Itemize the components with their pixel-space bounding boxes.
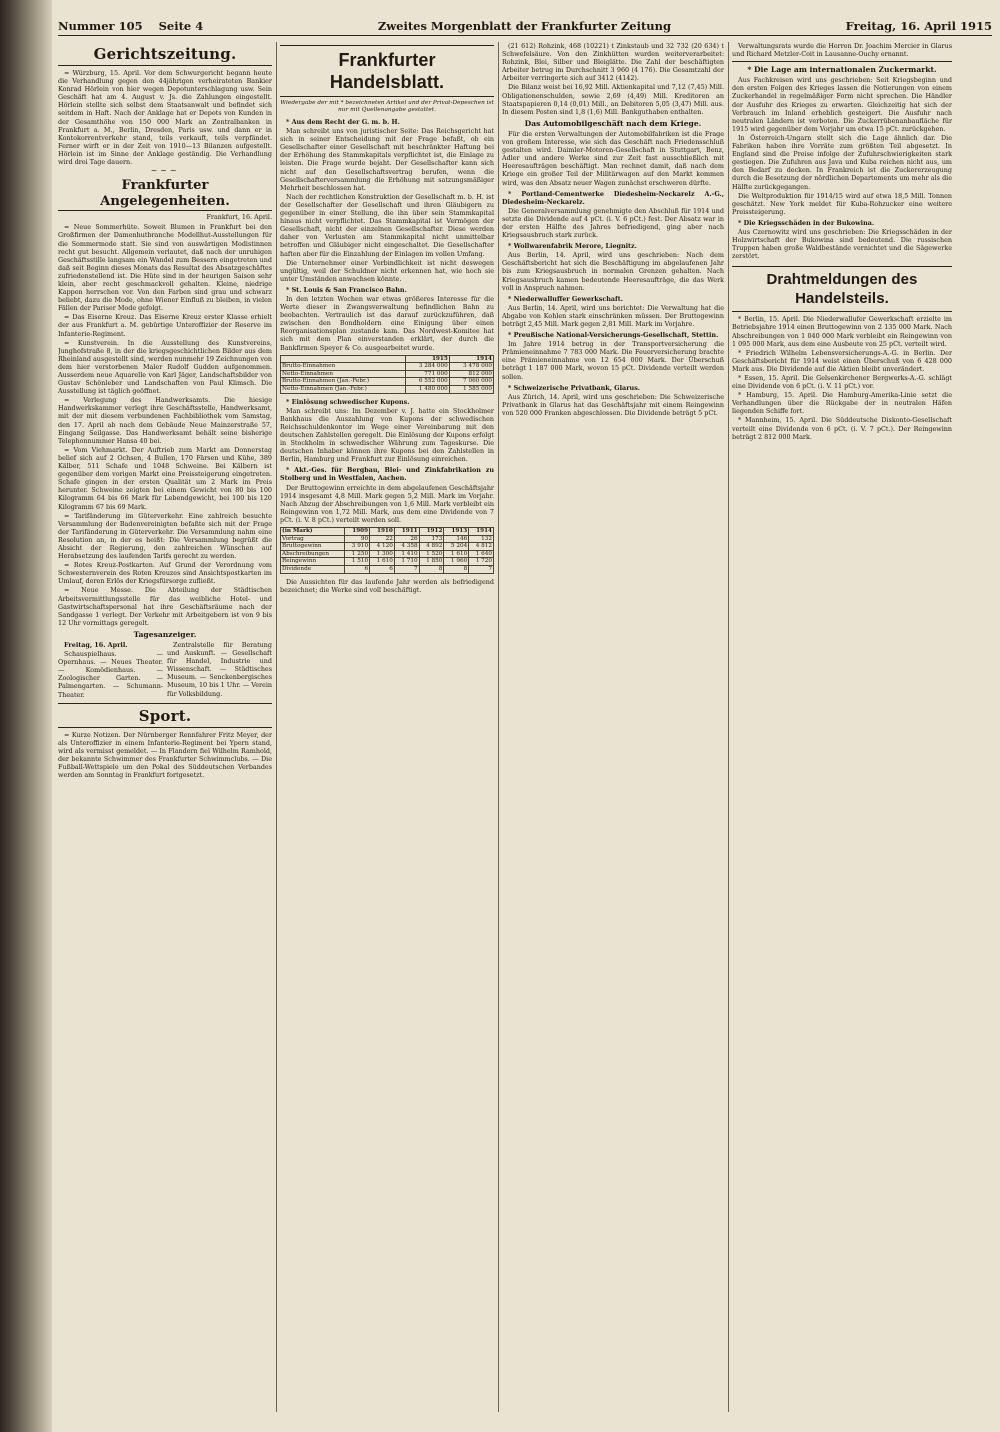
table-header-cell: 1910 xyxy=(370,528,395,536)
table-cell: 6 552 000 xyxy=(405,378,449,386)
table-row xyxy=(281,363,494,371)
table-cell: 3 478 000 xyxy=(449,363,493,371)
horizontal-rule xyxy=(58,703,272,704)
table-cell: Bruttogewinn xyxy=(281,543,345,551)
article-headline: * St. Louis & San Francisco Bahn. xyxy=(286,285,407,294)
table-cell: 146 xyxy=(444,535,469,543)
table-cell: Netto-Einnahmen xyxy=(281,370,406,378)
article-paragraph: Aus Czernowitz wird uns geschrieben: Die Kriegsschäden in der Holzwirtschaft der Bukowina sind bedeutend. Die russischen Truppen haben große Waldbestände vernichtet und die Sägewerke zerstört. xyxy=(732,227,952,261)
table-cell: 1 510 xyxy=(345,558,370,566)
table-cell: 1 640 xyxy=(469,550,494,558)
tagesanzeiger-left xyxy=(58,641,163,700)
table-cell: 5 204 xyxy=(444,543,469,551)
article-paragraph: In den letzten Wochen war etwas größeres Interesse für die Werte dieser in Zwangsverwaltung befindlichen Bahn zu beobachten. Vertraulich ist das darauf zurückzuführen, daß zwischen den Bondholdern eine Einigung über einen Reorganisationsplan zustande kam. Das Nordwest-Komitee hat sich mit dem Plan einverstanden erklärt, der durch die Bankfirmen Speyer & Co. ausgearbeitet wurde. xyxy=(280,294,494,352)
table-row xyxy=(281,550,494,558)
issue-date: Freitag, 16. April 1915 xyxy=(845,19,992,33)
table-cell: Reingewinn xyxy=(281,558,345,566)
article-headline: * Die Kriegsschäden in der Bukowina. xyxy=(738,218,875,227)
article-paragraph: Die Unternehmer einer Verbindlichkeit ist nicht deswegen ungültig, weil der Schuldner nicht erkennen hat, wie hoch sie unter Umständen anwachsen könnte. xyxy=(280,258,494,283)
section-gerichtszeitung-body xyxy=(58,69,272,166)
article-paragraph: In Österreich-Ungarn stellt sich die Lage ähnlich dar. Die Fabriken haben ihre Vorräte zum größten Teil abgesetzt. In England sind die Preise infolge der Zufuhrschwierigkeiten stark gestiegen. Die Zufuhren aus Java und Kuba reichen nicht aus, um den Bedarf zu decken. In Frankreich ist die Zuckererzeugung durch die Besetzung der nördlichen Departements um mehr als die Hälfte zurückgegangen. xyxy=(732,133,952,191)
article-paragraph: Aus Fachkreisen wird uns geschrieben: Seit Kriegsbeginn und den ersten Folgen des Krieges lassen die Notierungen von einem Zuckerhandel in regelmäßiger Form nicht sprechen. Die Händler der Ausfuhr des Krieges zu erwarten. Gleichzeitig hat sich der Verbrauch im Inland erheblich gesteigert. Die Ausfuhr nach neutralen Ländern ist verboten. Die Zuckerrübenanbaufläche für 1915 wird gegenüber dem Vorjahr um etwa 15 pCt. zurückgehen. xyxy=(732,76,952,133)
table-cell: 1 300 xyxy=(370,550,395,558)
table-cell: 1 250 xyxy=(345,550,370,558)
table-cell: 1 610 xyxy=(370,558,395,566)
table-row xyxy=(281,386,494,394)
table-header-cell: 1909 xyxy=(345,528,370,536)
table-row xyxy=(281,370,494,378)
table-cell: 1 585 000 xyxy=(449,386,493,394)
table-header-row xyxy=(281,355,494,363)
table-header-row xyxy=(281,528,494,536)
issue-number: Nummer 105 xyxy=(58,19,143,33)
table-cell: 4 120 xyxy=(370,543,395,551)
tagesanzeiger-right xyxy=(167,641,272,700)
table-header-cell: 1913 xyxy=(444,528,469,536)
earnings-table xyxy=(280,355,494,394)
table-cell: 132 xyxy=(469,535,494,543)
article-headline: * Akt.-Ges. für Bergbau, Blei- und Zinkfabrikation zu Stolberg und in Westfalen, Aachen. xyxy=(280,466,494,483)
table-header-cell: (in Mark) xyxy=(281,528,345,536)
telegram-paragraph: * Friedrich Wilhelm Lebensversicherungs-A.-G. in Berlin. Der Geschäftsbericht für 1914 weist einen Überschuß von 6 428 000 Mark aus. Die Dividende auf die Aktien bleibt unverändert. xyxy=(732,348,952,373)
table-cell: 771 000 xyxy=(405,370,449,378)
table-cell: 1 410 xyxy=(394,550,419,558)
table-cell: 7 xyxy=(469,565,494,573)
article-headline: Das Automobilgeschäft nach dem Kriege. xyxy=(524,118,702,128)
table-cell: Netto-Einnahmen (Jan.-Febr.) xyxy=(281,386,406,394)
table-cell: 3 910 xyxy=(345,543,370,551)
balance-table xyxy=(280,527,494,574)
section-title-handelsblatt: Frankfurter Handelsblatt. xyxy=(280,45,494,97)
article-paragraph: Aus Zürich, 14. April, wird uns geschrieben: Die Schweizerische Privatbank in Glarus hat das Geschäftsjahr mit einem Reingewinn von 520 000 Franken abgeschlossen. Die Dividende beträgt 5 pCt. xyxy=(502,392,724,417)
table-cell: Dividende xyxy=(281,565,345,573)
article-paragraph: Nach der rechtlichen Konstruktion der Gesellschaft m. b. H. ist der Gesellschafter der Gesellschaft und ihren Gläubigern zu gegenüber in einer Stellung, die ihn über sein Stammkapital hinaus nicht verpflichtet. Das Stammkapital ist Vermögen der Gesellschaft, nicht der einzelnen Gesellschafter. Diese werden daher von Verlusten am Stammkapital nicht unmittelbar betroffen und Gläubiger nicht eingeschaltet. Die Gesellschafter haften aber für die Einzahlung der Einlagen im vollen Umfang. xyxy=(280,192,494,258)
article-paragraph: = Das Eiserne Kreuz. Das Eiserne Kreuz erster Klasse erhielt der aus Frankfurt a. M. gebürtige Unteroffizier der Reserve im Infanterie-Regiment. xyxy=(58,313,272,338)
telegram-paragraph: * Berlin, 15. April. Die Niederwallufer Gewerkschaft erzielte im Betriebsjahre 1914 einen Bruttogewinn von 2 135 000 Mark. Nach Abschreibungen von 1 040 000 Mark verbleibt ein Reingewinn von 1 095 000 Mark, aus dem eine Ausbeute von 25 pCt. verteilt wird. xyxy=(732,315,952,348)
page-header xyxy=(58,18,992,36)
edition-title: Zweites Morgenblatt der Frankfurter Zeitung xyxy=(377,19,672,33)
table-cell: 26 xyxy=(394,535,419,543)
table-cell: 1 710 xyxy=(394,558,419,566)
table-header-cell: 1912 xyxy=(419,528,444,536)
table-row xyxy=(281,558,494,566)
article-paragraph: Aus Berlin, 14. April, wird uns berichtet: Die Verwaltung hat die Abgabe von Kohlen stark einschränken müssen. Der Bruttogewinn beträgt 2,45 Mill. Mark gegen 2,81 Mill. Mark im Vorjahre. xyxy=(502,303,724,328)
column-2 xyxy=(280,42,494,1422)
article-paragraph: Verwaltungsrats wurde die Herren Dr. Joachim Mercier in Glarus und Richard Metzler-Coit in Lausanne-Ouchy ernannt. xyxy=(732,42,952,59)
column-rule xyxy=(276,42,277,1412)
section-title-frankfurter-angelegenheiten: Frankfurter Angelegenheiten. xyxy=(58,178,272,211)
ornament-divider: ~~~ xyxy=(150,166,180,176)
table-cell: 7 xyxy=(394,565,419,573)
section-title-drahtmeldungen: Drahtmeldungen des Handelsteils. xyxy=(732,266,952,312)
tagesanzeiger-box xyxy=(58,641,272,700)
table-cell: 8 xyxy=(444,565,469,573)
column-3 xyxy=(502,42,724,1422)
table-cell: 1 960 xyxy=(444,558,469,566)
table-row xyxy=(281,543,494,551)
table-cell: Brutto-Einnahmen (Jan.-Febr.) xyxy=(281,378,406,386)
table-cell: Vortrag xyxy=(281,535,345,543)
article-paragraph: = Würzburg, 15. April. Vor dem Schwurgericht begann heute die Verhandlung gegen den 44jährigen verheirateten Bankier Konrad Hörlein von hier wegen Depotunterschlagung usw. Sein Geschäft hat am 4. August v. Js. die Zahlungen eingestellt. Hörlein stellte sich selbst dem Staatsanwalt und befindet sich seitdem in Haft. Nach der Anklage hat er Depots von Kunden in der Gesamthöhe von 150 000 Mark an Zentralbanken in Frankfurt a. M., Berlin, Dresden, Paris usw. und dann er in Kontokorrentverkehr stand, teils verkauft, teils verpfändet. Ferner wirft er in der Zeit von 1910—13 Bilanzen aufgestellt. Hörlein ist im Sinne der Anklage geständig. Die Verhandlung wird drei Tage dauern. xyxy=(58,69,272,167)
article-paragraph: = Verlegung des Handwerksamts. Die hiesige Handwerkskammer verlegt ihre Geschäftsstelle, Handwerksamt, mit der mit diesem verbundenen Fachbibliothek vom Samstag, den 17. April ab nach dem Gebäude Neue Mainzerstraße 57, Eingang Seilgasse. Das Handwerksamt behält seine bisherige Telephonnummer Hansa 40 bei. xyxy=(58,396,272,445)
tagesanzeiger-entries: Zentralstelle für Beratung und Auskunft. — Gesellschaft für Handel, Industrie und Wissenschaft. — Städtisches Museum. — Senckenbergisches Museum, 10 bis 1 Uhr. — Verein für Volksbildung. xyxy=(167,641,272,698)
table-cell: 3 284 000 xyxy=(405,363,449,371)
article-paragraph: Die Bilanz weist bei 16,92 Mill. Aktienkapital und 7,12 (7,45) Mill. Obligationenschulden, sowie 2,69 (4,49) Mill. Kreditoren an Staatspapieren 0,14 (0,01) Mill., an Debitoren 5,05 (3,47) Mill. aus. In diesem Posten sind 1,8 (1,6) Mill. Bankguthaben enthalten. xyxy=(502,83,724,116)
column-4 xyxy=(732,42,952,1422)
article-paragraph: = Neue Sommerhüte. Soweit Blumen in Frankfurt bei den Großfirmen der Damenhutbranche Modellhut-Ausstellungen für die Sommermode statt. Sie sind von auswärtigen Modistinnen recht gut besucht. Allgemein verlautet, daß nach der unruhigen Geschäftsstille langsam ein Wandel zum Bessern eingetreten und daß seit Beginn dieses Monats das Resultat des Absatzgeschäftes zufriedenstellend ist. Die Hüte sind in der heurigen Saison sehr klein, aber recht geschmackvoll gehalten. Kleine, niedrige Kappen herrschen vor. Von den Farben sind grau und schwarz beliebt, dazu die Mode, ohne Wiener Einfluß zu bleiben, in vielen Fällen der Pariser Mode gefolgt. xyxy=(58,223,272,313)
tagesanzeiger-date: Freitag, 16. April. xyxy=(64,641,128,649)
article-paragraph: Die Generalversammlung genehmigte den Abschluß für 1914 und setzte die Dividende auf 4 pCt. (i. V. 6 pCt.) fest. Der Absatz war in der ersten Hälfte des Jahres befriedigend, ging aber nach Kriegsausbruch stark zurück. xyxy=(502,206,724,240)
article-paragraph: Im Jahre 1914 betrug in der Transportversicherung die Prämieneinnahme 7 783 000 Mark. Die Feuerversicherung brachte eine Prämieneinnahme von 12 654 000 Mark. Der Überschuß beträgt 1 187 000 Mark, wovon 15 pCt. Dividende verteilt werden sollen. xyxy=(502,340,724,381)
article-paragraph: = Tarifänderung im Güterverkehr. Eine zahlreich besuchte Versammlung der Badenvereinigten befaßte sich mit der Frage der Tarifänderung in Güterverkehr. Die Versammlung nahm eine Resolution an, in der es heißt: Die Versammlung begrüßt die Absicht der Regierung, den zahlreichen Wünschen auf Herabsetzung des laufenden Tarifs gerecht zu werden. xyxy=(58,511,272,561)
table-cell: 4 892 xyxy=(419,543,444,551)
table-header-cell: 1915 xyxy=(405,355,449,363)
article-paragraph: Man schreibt uns: Im Dezember v. J. hatte ein Stockholmer Bankhaus die Auszahlung von Kupons der schwedischen Reichsschuldenkontor im Wege einer Vereinbarung mit den deutschen Zahlstellen geregelt. Die Einlösung der Kupons erfolgt in Stockholm in schwedischer Währung zum Tageskurse. Die deutschen Inhaber können ihre Kupons bei den Zahlstellen in Berlin, Hamburg und Frankfurt zur Einlösung einreichen. xyxy=(280,406,494,464)
table-header-cell: 1914 xyxy=(449,355,493,363)
page-number: Seite 4 xyxy=(158,19,204,33)
article-headline: * Wollwarenfabrik Merore, Liegnitz. xyxy=(508,242,637,251)
book-binding xyxy=(0,0,52,1432)
table-cell: 4 358 xyxy=(394,543,419,551)
article-paragraph: = Rotes Kreuz-Postkarten. Auf Grund der Verordnung vom Schwesternverein des Roten Kreuzes sind Ansichtspostkarten im Umlauf, deren Erlös der Kriegsfürsorge zufließt. xyxy=(58,561,272,586)
article-headline: * Aus dem Recht der G. m. b. H. xyxy=(286,118,400,126)
table-cell: 6 xyxy=(345,565,370,573)
table-cell: 1 480 000 xyxy=(405,386,449,394)
telegram-paragraph: * Hamburg, 15. April. Die Hamburg-Amerika-Linie setzt die Verhandlungen über die Rückgabe der in neutralen Häfen liegenden Schiffe fort. xyxy=(732,391,952,416)
telegram-paragraph: * Essen, 15. April. Die Gelsenkirchener Bergwerks-A.-G. schlägt eine Dividende von 6 pCt. (i. V. 11 pCt.) vor. xyxy=(732,374,952,391)
table-cell: 1 610 xyxy=(444,550,469,558)
article-paragraph: = Vom Viehmarkt. Der Auftrieb zum Markt am Donnerstag belief sich auf 2 Ochsen, 4 Bullen, 170 Färsen und Kühe, 389 Kälber, 511 Schafe und 1048 Schweine. Bei Kälbern ist gegenüber dem vorigen Markt eine Preissteigerung eingetreten. Schafe gingen in der ersten Qualität um 2 Mark im Preis herunter. Schweine zeigten bei einem Gewicht von 80 bis 100 Kilogramm 64 bis 66 Mark für Lebendgewicht, bei 100 bis 120 Kilogramm 67 bis 69 Mark. xyxy=(58,445,272,511)
table-cell: 1 850 xyxy=(419,558,444,566)
article-headline: * Niederwalluffer Gewerkschaft. xyxy=(508,294,623,303)
section-title-gerichtszeitung: Gerichtszeitung. xyxy=(58,45,272,66)
table-header-cell xyxy=(281,355,406,363)
table-cell: 1 520 xyxy=(419,550,444,558)
article-headline: * Einlösung schwedischer Kupons. xyxy=(286,397,410,406)
table-cell: 8 xyxy=(419,565,444,573)
table-cell: 7 060 000 xyxy=(449,378,493,386)
table-cell: 4 812 xyxy=(469,543,494,551)
article-paragraph: Aus Berlin, 14. April, wird uns geschrieben: Nach dem Geschäftsbericht hat sich die Beschäftigung im abgelaufenen Jahr bis zum Kriegsausbruch in normalen Grenzen gehalten. Nach Kriegsausbruch kamen bedeutende Heeresaufträge, die das Werk voll in Anspruch nahmen. xyxy=(502,251,724,292)
table-row xyxy=(281,565,494,573)
table-cell: Brutto-Einnahmen xyxy=(281,363,406,371)
article-paragraph: Die Weltproduktion für 1914/15 wird auf etwa 18,5 Mill. Tonnen geschätzt. New York meldet für Kuba-Rohzucker eine weitere Preissteigerung. xyxy=(732,191,952,216)
column-1 xyxy=(58,42,272,1392)
article-headline: * Die Lage am internationalen Zuckermarkt. xyxy=(747,65,937,75)
article-paragraph: (21 612) Rohzink, 468 (10221) t Zinkstaub und 32 732 (20 634) t Schwefelsäure. Von den Zinkhütten wurden weiterverarbeitet: Rohzink, Blei, Silber und Bleiglätte. Die Zahl der beschäftigten Arbeiter betrug im Durchschnitt 3 960 (4 176). Die Gesamtzahl der Arbeiter verringerte sich auf 3412 (4142). xyxy=(502,42,724,83)
column-rule xyxy=(498,42,499,1412)
tagesanzeiger-entries: Schauspielhaus. — Opernhaus. — Neues Theater. — Komödienhaus. — Zoologischer Garten. — Palmengarten. — Schumann-Theater. xyxy=(58,650,163,699)
article-paragraph: = Kurze Notizen. Der Nürnberger Rennfahrer Fritz Meyer, der als Unteroffizier in einem Infanterie-Regiment bei Ypern stand, wird als vermisst gemeldet. — In Flandern fiel Wilhelm Ramhold, der bekannte Schwimmer des Frankfurter Schwimmclubs. — Die Fußball-Wettspiele um den Pokal des Süddeutschen Verbandes werden am Sonntag in Frankfurt fortgesetzt. xyxy=(58,730,272,780)
table-header-cell: 1911 xyxy=(394,528,419,536)
table-cell: 90 xyxy=(345,535,370,543)
table-row xyxy=(281,535,494,543)
article-paragraph: Der Bruttogewinn erreichte in dem abgelaufenen Geschäftsjahr 1914 insgesamt 4,8 Mill. Mark gegen 5,2 Mill. Mark im Vorjahr. Nach Abzug der Abschreibungen von 1,6 Mill. Mark verbleibt ein Reingewinn von 1,72 Mill. Mark, aus dem eine Dividende von 7 pCt. (i. V. 8 pCt.) verteilt werden soll. xyxy=(280,483,494,524)
article-headline: * Preußische National-Versicherungs-Gesellschaft, Stettin. xyxy=(508,331,719,340)
section-title-sport: Sport. xyxy=(58,707,272,728)
article-paragraph: Die Aussichten für das laufende Jahr werden als befriedigend bezeichnet; die Werke sind voll beschäftigt. xyxy=(280,577,494,594)
article-paragraph: = Kunstverein. In die Ausstellung des Kunstvereins, Junghofstraße 8, in der die kriegsgeschichtlichen Bilder aus dem Rheinland ausgestellt sind, werden nunmehr 19 Zeichnungen von dem hier verstorbenen Maler Rudolf Gudden aufgenommen. Ausserdem neue Aquarelle von Karl Jäger, Landschaftsbilder von Gustav Schönleber und Landschaften von Paul Klimsch. Die Ausstellung ist täglich geöffnet. xyxy=(58,338,272,396)
reprint-note: Wiedergabe der mit * bezeichneten Artikel und der Privat-Depeschen ist nur mit Quellenangabe gestattet. xyxy=(280,100,494,113)
telegram-paragraph: * Mannheim, 15. April. Die Süddeutsche Diskonto-Gesellschaft verteilt eine Dividende von 6 pCt. (i. V. 7 pCt.). Der Reingewinn beträgt 2 812 000 Mark. xyxy=(732,416,952,441)
table-row xyxy=(281,378,494,386)
table-cell: 6 xyxy=(370,565,395,573)
article-headline: * Portland-Cementwerke Diedesheim-Neckarelz A.-G., Diedesheim-Neckarelz. xyxy=(502,189,724,206)
table-cell: 812 000 xyxy=(449,370,493,378)
table-cell: 173 xyxy=(419,535,444,543)
article-paragraph: Für die ersten Verwaltungen der Automobilfabriken ist die Frage von großem Interesse, wie sich das Geschäft nach Friedensschluß gestalten wird. Daimler-Motoren-Gesellschaft in Stuttgart, Benz, Adler und andere Werke sind zur Zeit fast ausschließlich mit Heeresaufträgen beschäftigt. Man rechnet damit, daß nach dem Kriege ein großer Teil der Militärwagen auf den Markt kommen wird, was den Absatz neuer Wagen zunächst erschweren dürfte. xyxy=(502,129,724,187)
horizontal-rule xyxy=(732,61,952,62)
table-cell: 22 xyxy=(370,535,395,543)
article-paragraph: Man schreibt uns von juristischer Seite: Das Reichsgericht hat sich in seiner Entscheidung mit der Frage befaßt, ob ein Gesellschafter einer Gesellschaft mit beschränkter Haftung bei der Erhöhung des Stammkapitals verpflichtet ist, die Einlage zu leisten. Die Frage wurde bejaht. Der Gesellschafter kann sich nicht auf den Gesellschaftsvertrag berufen, wenn die Gesellschafterversammlung die Erhöhung mit satzungsmäßiger Mehrheit beschlossen hat. xyxy=(280,127,494,192)
column-rule xyxy=(728,42,729,1412)
article-paragraph: = Neue Messe. Die Abteilung der Städtischen Arbeitsvermittlungsstelle für das weibliche Hotel- und Gastwirtschaftspersonal hat ihre Geschäftsräume nach der Sandgasse 1 verlegt. Der Verkehr mit Arbeitgebern ist von 9 bis 12 Uhr vormittags geregelt. xyxy=(58,586,272,627)
tagesanzeiger-title: Tagesanzeiger. xyxy=(133,629,197,639)
article-headline: * Schweizerische Privatbank, Glarus. xyxy=(508,383,641,392)
table-cell: 1 720 xyxy=(469,558,494,566)
table-header-cell: 1914 xyxy=(469,528,494,536)
table-cell: Abschreibungen xyxy=(281,550,345,558)
dateline: Frankfurt, 16. April. xyxy=(206,213,272,222)
